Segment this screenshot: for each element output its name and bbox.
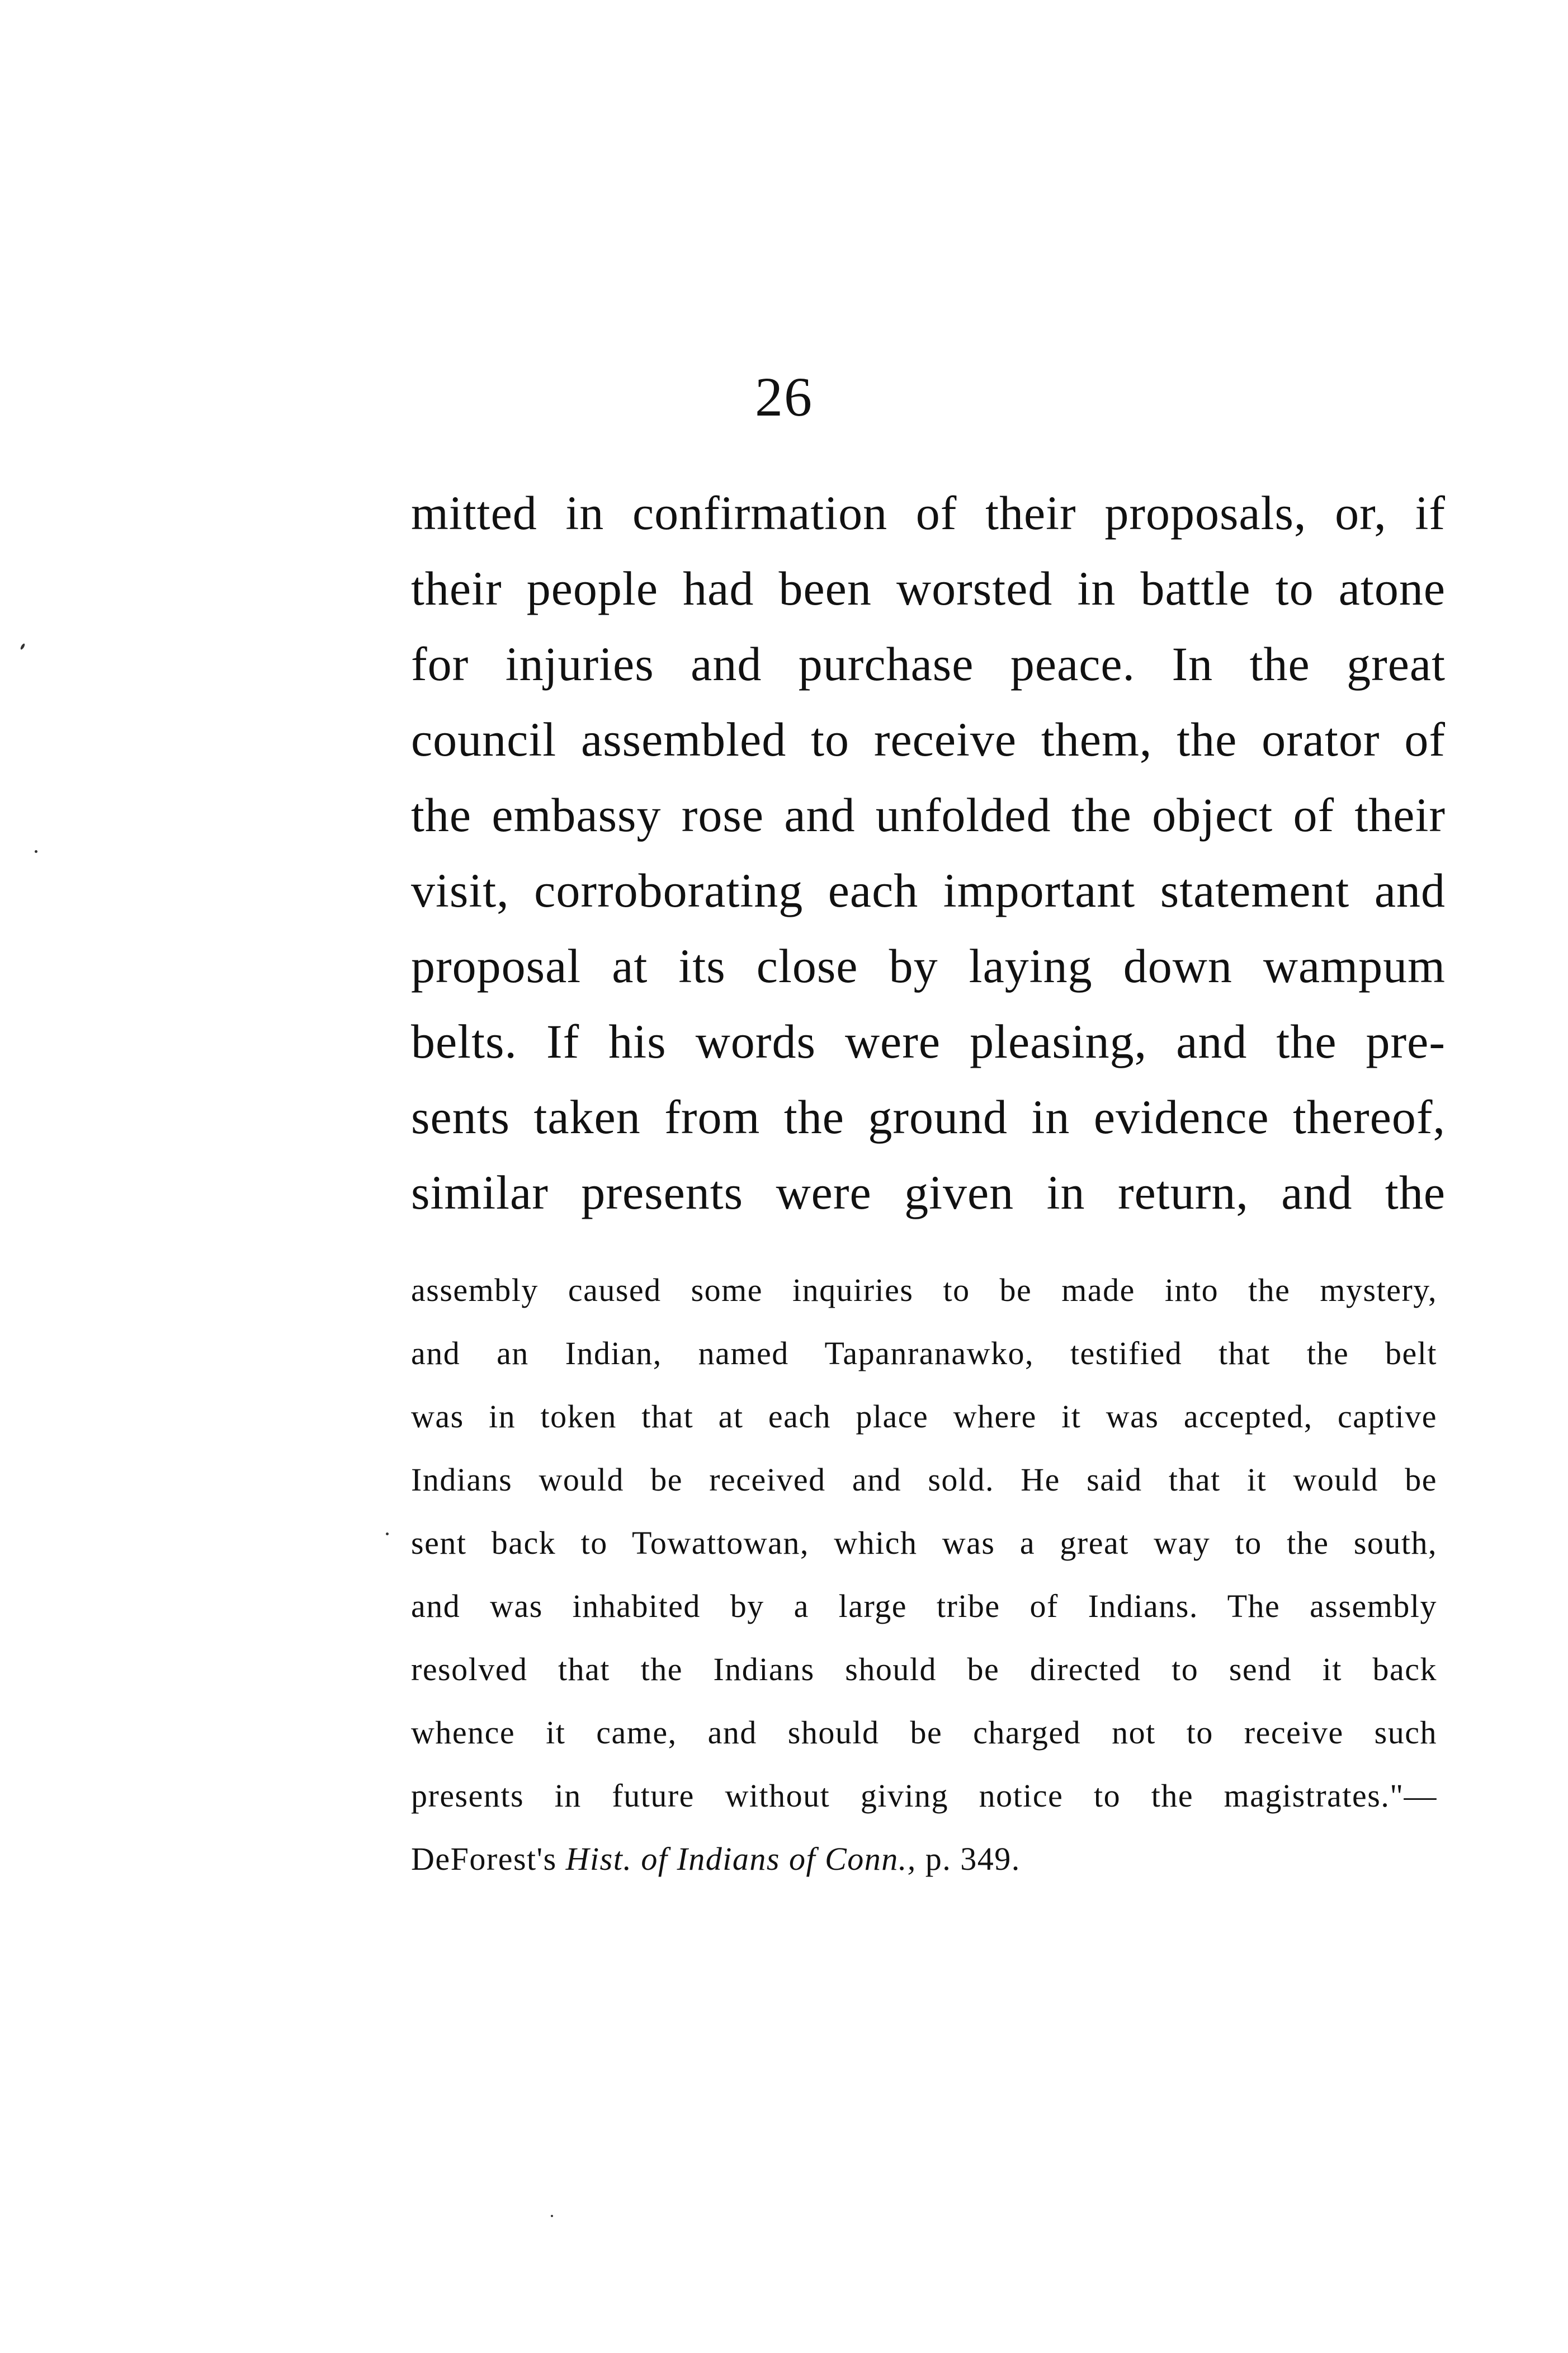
paper-speck bbox=[551, 2215, 553, 2217]
citation-title-of: of bbox=[788, 1841, 816, 1877]
main-text bbox=[411, 475, 1446, 1230]
paper-speck bbox=[20, 643, 25, 650]
paper-speck bbox=[35, 850, 37, 853]
footnote bbox=[411, 1258, 1437, 1890]
paper-speck bbox=[386, 1532, 389, 1535]
footnote-line: sent back to Towattowan, which was a great way to the south, bbox=[411, 1525, 1437, 1561]
footnote-line: assembly caused some inquiries to be made into the mystery, bbox=[411, 1272, 1437, 1308]
main-text-line: their people had been worsted in battle to atone bbox=[411, 562, 1446, 615]
footnote-line: resolved that the Indians should be directed to send it back bbox=[411, 1651, 1437, 1687]
footnote-line: and an Indian, named Tapanranawko, testified that the belt bbox=[411, 1335, 1437, 1371]
main-text-line: sents taken from the ground in evidence thereof, bbox=[411, 1090, 1446, 1144]
main-text-line: council assembled to receive them, the orator of bbox=[411, 713, 1446, 766]
footnote-line: Indians would be received and sold. He said that it would be bbox=[411, 1461, 1437, 1498]
main-text-line: similar presents were given in return, and the bbox=[411, 1166, 1446, 1219]
main-text-line: visit, corroborating each important statement and bbox=[411, 864, 1446, 917]
footnote-line: presents in future without giving notice to the magistrates."— bbox=[411, 1777, 1437, 1814]
footnote-line: was in token that at each place where it was accepted, captive bbox=[411, 1398, 1437, 1435]
page-number: 26 bbox=[755, 366, 813, 428]
citation-title-indians: Indians bbox=[677, 1841, 780, 1877]
citation-title-hist: Hist. bbox=[565, 1841, 632, 1877]
footnote-line: whence it came, and should be charged not to receive such bbox=[411, 1714, 1437, 1751]
main-text-line: for injuries and purchase peace. In the great bbox=[411, 637, 1446, 691]
main-text-line: proposal at its close by laying down wampum bbox=[411, 939, 1446, 993]
footnote-line: and was inhabited by a large tribe of Indians. The assembly bbox=[411, 1588, 1437, 1624]
main-text-line: the embassy rose and unfolded the object of their bbox=[411, 788, 1446, 842]
citation-page: p. 349. bbox=[925, 1841, 1021, 1877]
citation-author: DeForest's bbox=[411, 1841, 557, 1877]
citation-title-of: of bbox=[641, 1841, 668, 1877]
footnote-citation bbox=[411, 1827, 1437, 1890]
citation-title-conn: Conn., bbox=[825, 1841, 917, 1877]
main-text-line: mitted in confirmation of their proposals, or, if bbox=[411, 486, 1446, 540]
main-text-line: belts. If his words were pleasing, and the pre- bbox=[411, 1015, 1446, 1068]
